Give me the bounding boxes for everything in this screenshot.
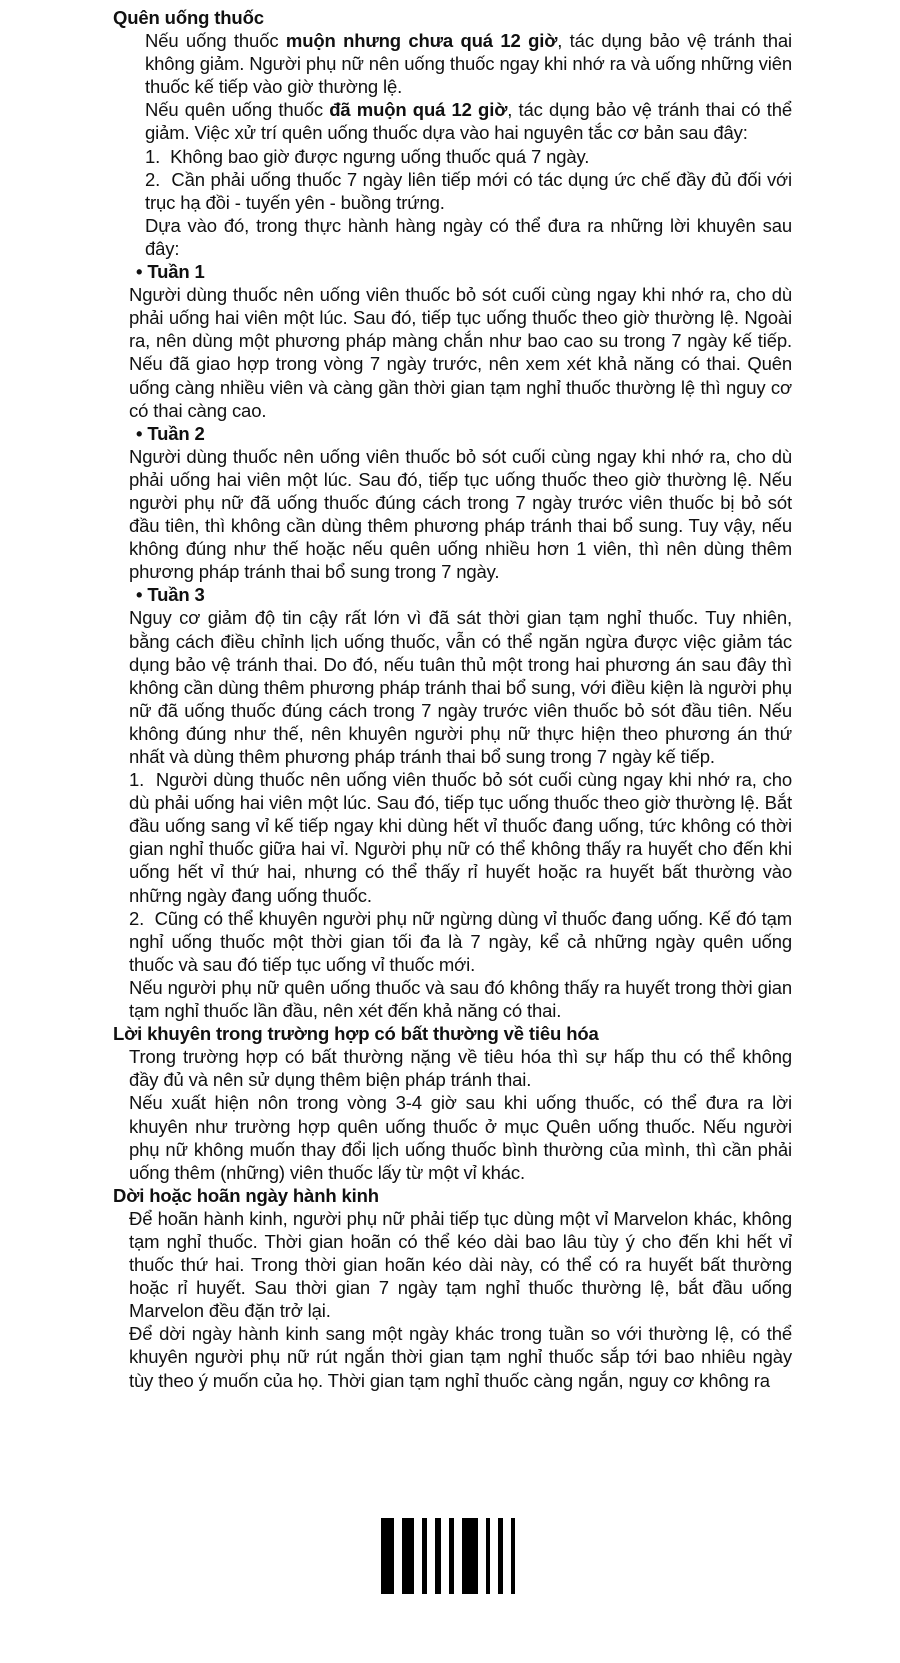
barcode-bar <box>486 1518 490 1594</box>
paragraph: Để dời ngày hành kinh sang một ngày khác trong tuần so với thường lệ, có thể khuyên người phụ nữ rút ngắn thời gian tạm nghỉ thuốc sắp tới bao nhiêu ngày tùy theo ý muốn của họ. Thời gian tạm nghỉ thuốc càng ngắn, nguy cơ không ra <box>129 1323 792 1391</box>
paragraph: Dựa vào đó, trong thực hành hàng ngày có thể đưa ra những lời khuyên sau đây: <box>145 214 792 259</box>
section-heading: Dời hoặc hoãn ngày hành kinh <box>113 1184 379 1206</box>
barcode-bar <box>381 1518 394 1594</box>
barcode-bar <box>435 1518 441 1594</box>
paragraph: 2. Cần phải uống thuốc 7 ngày liên tiếp mới có tác dụng ức chế đầy đủ đối với trục hạ đồi - tuyến yên - buồng trứng. <box>145 168 792 213</box>
week-heading: • Tuần 3 <box>113 583 792 606</box>
week-heading: • Tuần 2 <box>113 422 792 445</box>
barcode <box>381 1518 515 1594</box>
paragraph: Nếu xuất hiện nôn trong vòng 3-4 giờ sau khi uống thuốc, có thể đưa ra lời khuyên như trường hợp quên uống thuốc ở mục Quên uống thuốc. Nếu người phụ nữ không muốn thay đổi lịch uống thuốc bình thường của mình, thì cần phải uống thêm (những) viên thuốc lấy từ một vỉ khác. <box>129 1092 792 1183</box>
week-heading: • Tuần 1 <box>113 260 792 283</box>
paragraph: Người dùng thuốc nên uống viên thuốc bỏ sót cuối cùng ngay khi nhớ ra, cho dù phải uống hai viên một lúc. Sau đó, tiếp tục uống thuốc theo giờ thường lệ. Ngoài ra, nên dùng một phương pháp màng chắn như bao cao su trong 7 ngày kế tiếp. Nếu đã giao hợp trong vòng 7 ngày trước, nên xem xét khả năng có thai. Quên uống càng nhiều viên và càng gần thời gian tạm nghỉ thuốc thường lệ thì nguy cơ có thai càng cao. <box>129 284 792 421</box>
barcode-bar <box>462 1518 478 1594</box>
paragraph: Nếu uống thuốc muộn nhưng chưa quá 12 giờ, tác dụng bảo vệ tránh thai không giảm. Người phụ nữ nên uống thuốc ngay khi nhớ ra và uống những viên thuốc kế tiếp vào giờ thường lệ. <box>145 30 792 98</box>
paragraph: 1. Người dùng thuốc nên uống viên thuốc bỏ sót cuối cùng ngay khi nhớ ra, cho dù phải uống hai viên một lúc. Sau đó, tiếp tục uống thuốc theo giờ thường lệ. Bắt đầu uống sang vỉ kế tiếp ngay khi dùng hết vỉ thuốc đang uống, tức không có thời gian nghỉ thuốc giữa hai vỉ. Người phụ nữ có thể không thấy ra huyết cho đến khi uống hết vỉ thứ hai, nhưng có thể thấy rỉ huyết hoặc ra huyết bất thường vào những ngày đang uống thuốc. <box>129 769 792 906</box>
paragraph: Nguy cơ giảm độ tin cậy rất lớn vì đã sát thời gian tạm nghỉ thuốc. Tuy nhiên, bằng cách điều chỉnh lịch uống thuốc, vẫn có thể ngăn ngừa được việc giảm tác dụng bảo vệ tránh thai. Do đó, nếu tuân thủ một trong hai phương án sau đây thì không cần dùng thêm phương pháp tránh thai bổ sung, với điều kiện là người phụ nữ đã uống thuốc đúng cách trong 7 ngày trước viên thuốc bỏ sót đầu tiên. Nếu không đúng như thế, nên khuyên người phụ nữ thực hiện theo phương án thứ nhất và dùng thêm phương pháp tránh thai bổ sung trong 7 ngày kế tiếp. <box>129 607 792 767</box>
paragraph: Nếu người phụ nữ quên uống thuốc và sau đó không thấy ra huyết trong thời gian tạm nghỉ thuốc lần đầu, nên xét đến khả năng có thai. <box>129 976 792 1022</box>
section-heading: Quên uống thuốc <box>113 7 264 28</box>
barcode-bar <box>449 1518 454 1594</box>
barcode-bar <box>498 1518 503 1594</box>
section-heading: Lời khuyên trong trường hợp có bất thường về tiêu hóa <box>113 1023 599 1045</box>
barcode-bar <box>422 1518 427 1594</box>
paragraph: 1. Không bao giờ được ngưng uống thuốc quá 7 ngày. <box>145 145 590 167</box>
barcode-bar <box>511 1518 515 1594</box>
paragraph: Người dùng thuốc nên uống viên thuốc bỏ sót cuối cùng ngay khi nhớ ra, cho dù phải uống hai viên một lúc. Sau đó, tiếp tục uống thuốc theo giờ thường lệ. Nếu người phụ nữ đã uống thuốc đúng cách trong 7 ngày trước viên thuốc bị bỏ sót đầu tiên, thì không cần dùng thêm phương pháp tránh thai bổ sung. Tuy vậy, nếu không đúng như thế hoặc nếu quên uống nhiều hơn 1 viên, thì nên dùng thêm phương pháp tránh thai bổ sung trong 7 ngày. <box>129 445 792 583</box>
barcode-bar <box>402 1518 414 1594</box>
document-body <box>113 6 792 1392</box>
paragraph: Trong trường hợp có bất thường nặng về tiêu hóa thì sự hấp thu có thể không đầy đủ và nên sử dụng thêm biện pháp tránh thai. <box>129 1046 792 1091</box>
paragraph: 2. Cũng có thể khuyên người phụ nữ ngừng dùng vỉ thuốc đang uống. Kế đó tạm nghỉ uống thuốc một thời gian tối đa là 7 ngày, kể cả những ngày quên uống thuốc và sau đó tiếp tục uống vỉ thuốc mới. <box>129 907 792 975</box>
paragraph: Để hoãn hành kinh, người phụ nữ phải tiếp tục dùng một vỉ Marvelon khác, không tạm nghỉ thuốc. Thời gian hoãn có thể kéo dài bao lâu tùy ý cho đến khi hết vỉ thuốc thứ hai. Trong thời gian hoãn kéo dài này, có thể có ra huyết bất thường hoặc rỉ huyết. Sau thời gian 7 ngày tạm nghỉ thuốc thường lệ, bắt đầu uống Marvelon đều đặn trở lại. <box>129 1207 792 1322</box>
paragraph: Nếu quên uống thuốc đã muộn quá 12 giờ, tác dụng bảo vệ tránh thai có thể giảm. Việc xử trí quên uống thuốc dựa vào hai nguyên tắc cơ bản sau đây: <box>145 99 792 144</box>
